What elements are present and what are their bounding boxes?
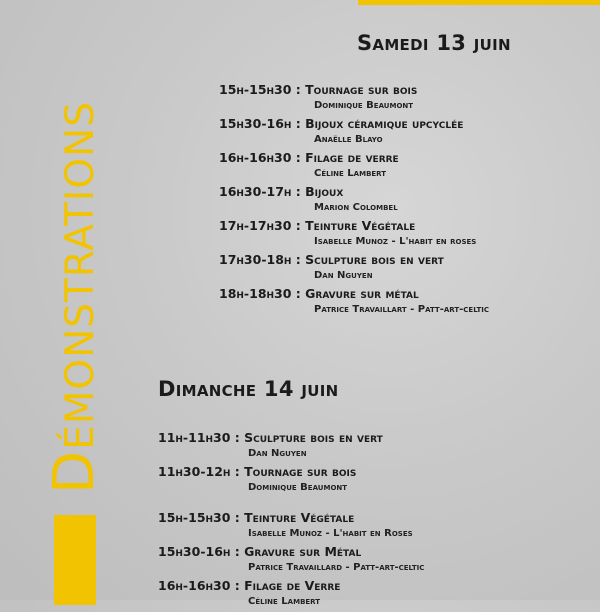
schedule-entry: 16h-16h30 : Filage de Verre Céline Lambert: [158, 578, 341, 607]
entry-activity: Teinture Végétale: [305, 218, 416, 233]
entry-artist: Patrice Travaillard - Patt-art-celtic: [248, 562, 425, 573]
schedule-entry: 15h30-16h : Gravure sur Métal Patrice Travaillard - Patt-art-celtic: [158, 544, 425, 573]
entry-activity: Tournage sur bois: [244, 464, 357, 479]
entry-time: 15h30-16h: [158, 544, 231, 559]
entry-artist: Anaëlle Blayo: [314, 134, 383, 145]
entry-activity: Bijoux: [305, 184, 344, 199]
entry-artist: Isabelle Munoz - L'habit en roses: [314, 236, 477, 247]
entry-activity: Gravure sur métal: [305, 286, 419, 301]
entry-time: 15h-15h30: [219, 82, 292, 97]
schedule-entry: 11h30-12h : Tournage sur bois Dominique Beaumont: [158, 464, 357, 493]
entry-activity: Filage de verre: [305, 150, 399, 165]
schedule-entry: 15h30-16h : Bijoux céramique upcyclée Anaëlle Blayo: [219, 116, 464, 145]
schedule-entry: 17h-17h30 : Teinture Végétale Isabelle Munoz - L'habit en roses: [219, 218, 477, 247]
schedule-entry: 16h-16h30 : Filage de verre Céline Lambert: [219, 150, 399, 179]
entry-time: 17h30-18h: [219, 252, 292, 267]
entry-activity: Teinture Végétale: [244, 510, 355, 525]
entry-time: 11h-11h30: [158, 430, 231, 445]
entry-activity: Sculpture bois en vert: [244, 430, 383, 445]
entry-time: 16h-16h30: [219, 150, 292, 165]
entry-time: 17h-17h30: [219, 218, 292, 233]
entry-time: 16h30-17h: [219, 184, 292, 199]
left-accent-bar: [54, 515, 96, 605]
sunday-title: Dimanche 14 juin: [158, 377, 339, 401]
poster-title: Démonstrations: [42, 101, 107, 494]
sunday-morning-schedule: [158, 430, 383, 498]
entry-time: 16h-16h30: [158, 578, 231, 593]
entry-artist: Dominique Beaumont: [314, 100, 414, 111]
entry-artist: Dominique Beaumont: [248, 482, 348, 493]
schedule-entry: 18h-18h30 : Gravure sur métal Patrice Travaillart - Patt-art-celtic: [219, 286, 490, 315]
entry-artist: Patrice Travaillart - Patt-art-celtic: [314, 304, 490, 315]
entry-artist: Céline Lambert: [248, 596, 321, 607]
saturday-title: Samedi 13 juin: [357, 31, 511, 55]
top-accent-bar: [358, 0, 600, 5]
schedule-entry: 16h30-17h : Bijoux Marion Colombel: [219, 184, 398, 213]
schedule-entry: 15h-15h30 : Teinture Végétale Isabelle Munoz - L'habit en Roses: [158, 510, 413, 539]
entry-artist: Dan Nguyen: [314, 270, 373, 281]
entry-artist: Céline Lambert: [314, 168, 387, 179]
schedule-entry: 17h30-18h : Sculpture bois en vert Dan Nguyen: [219, 252, 444, 281]
entry-time: 11h30-12h: [158, 464, 231, 479]
sunday-afternoon-schedule: [158, 510, 425, 612]
entry-time: 15h30-16h: [219, 116, 292, 131]
entry-artist: Isabelle Munoz - L'habit en Roses: [248, 528, 413, 539]
entry-time: 15h-15h30: [158, 510, 231, 525]
saturday-schedule: [219, 82, 490, 320]
schedule-entry: 15h-15h30 : Tournage sur bois Dominique Beaumont: [219, 82, 418, 111]
entry-time: 18h-18h30: [219, 286, 292, 301]
entry-artist: Dan Nguyen: [248, 448, 307, 459]
entry-activity: Tournage sur bois: [305, 82, 418, 97]
schedule-entry: 11h-11h30 : Sculpture bois en vert Dan Nguyen: [158, 430, 383, 459]
entry-activity: Gravure sur Métal: [244, 544, 362, 559]
entry-activity: Bijoux céramique upcyclée: [305, 116, 464, 131]
entry-activity: Sculpture bois en vert: [305, 252, 444, 267]
entry-activity: Filage de Verre: [244, 578, 341, 593]
entry-artist: Marion Colombel: [314, 202, 398, 213]
